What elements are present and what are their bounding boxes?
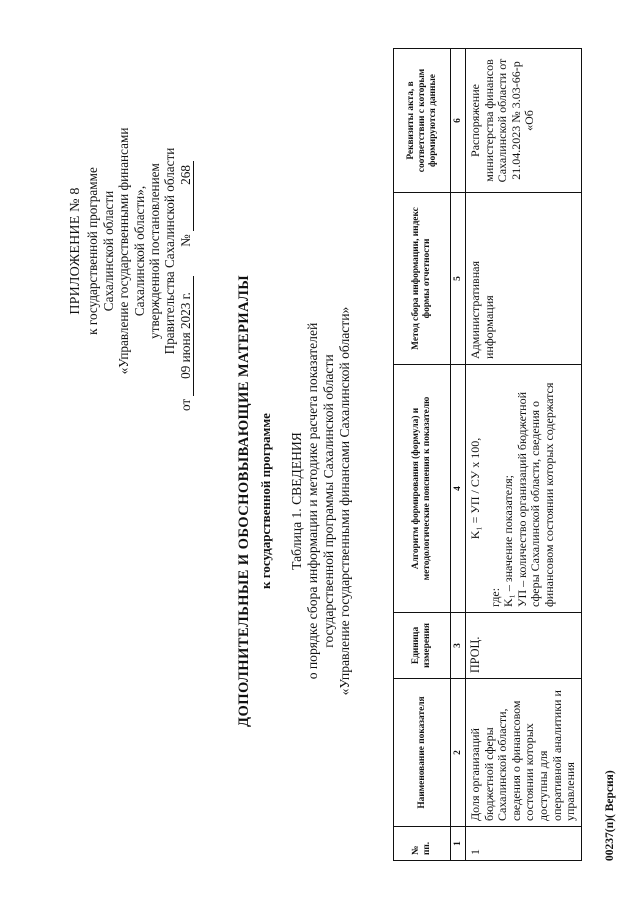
approval-date: 09 июня 2023 г. [179,276,194,396]
appendix-line: Сахалинской области», [131,185,147,317]
table-header-row [394,49,451,861]
formula-explanation: УП – количество организаций бюджетной сферы Сахалинской области, сведения о финансовом состоянии которых содержатся [514,382,556,607]
header-cell: Единица измерения [394,613,451,679]
sub-title: к государственной программе [258,413,273,589]
indicator-algorithm [466,365,582,613]
indicator-unit: ПРОЦ. [466,613,582,679]
indicator-name: Доля организаций бюджетной сферы Сахалинской области, сведения о финансовом состоянии которых доступны для оперативной аналитики и управления [466,679,582,827]
table-caption-line: Таблица 1. СВЕДЕНИЯ [289,432,304,570]
document-footer: 00237(п)( Версия) [604,770,616,861]
header-cell: Реквизиты акта, в соответствии с которым формируются данные [394,49,451,193]
table-caption-line: «Управление государственными финансами Сахалинской области» [337,306,352,696]
appendix-block [68,91,194,411]
table-caption-line: государственной программы Сахалинской области [321,354,336,648]
formula: K₁ = УП / СУ х 100, [468,437,482,540]
column-number: 4 [451,365,466,613]
appendix-title: ПРИЛОЖЕНИЕ № 8 [68,187,83,315]
header-cell: Алгоритм формирования (формула) и методологические пояснения к показателю [394,365,451,613]
table-caption [289,201,353,801]
appendix-line: «Управление государственными финансами [116,127,132,375]
column-number: 5 [451,193,466,365]
header-cell: Метод сбора информации, индекс формы отчетности [394,193,451,365]
appendix-line: Правительства Сахалинской области [162,147,178,355]
formula-where: где: [487,587,502,607]
collection-method: Административная информация [466,193,582,365]
header-cell: Наименование показателя [394,679,451,827]
column-number: 6 [451,49,466,193]
appendix-line: утвержденной постановлением [147,163,163,339]
column-number: 3 [451,613,466,679]
appendix-line: Сахалинской области [100,190,116,312]
appendix-line: к государственной программе [85,167,101,335]
main-title: ДОПОЛНИТЕЛЬНЫЕ И ОБОСНОВЫВАЮЩИЕ МАТЕРИАЛЫ [236,275,252,727]
from-label: от [177,398,193,411]
act-requisites: Распоряжение министерства финансов Сахалинской области от 21.04.2023 № 3.03-66-р «Об [466,49,582,193]
headings-block [235,201,353,801]
row-number: 1 [466,827,582,861]
appendix-date-row [178,91,194,411]
table-caption-line: о порядке сбора информации и методике расчета показателей [305,322,320,680]
approval-number: 268 [179,161,194,231]
column-number: 2 [451,679,466,827]
indicators-table [393,48,582,861]
table-row [466,49,582,861]
formula-explanation: K₁ – значение показателя; [501,475,516,607]
column-number: 1 [451,827,466,861]
number-label: № [177,234,193,247]
column-number-row [451,49,466,861]
header-cell: № пп. [394,827,451,861]
